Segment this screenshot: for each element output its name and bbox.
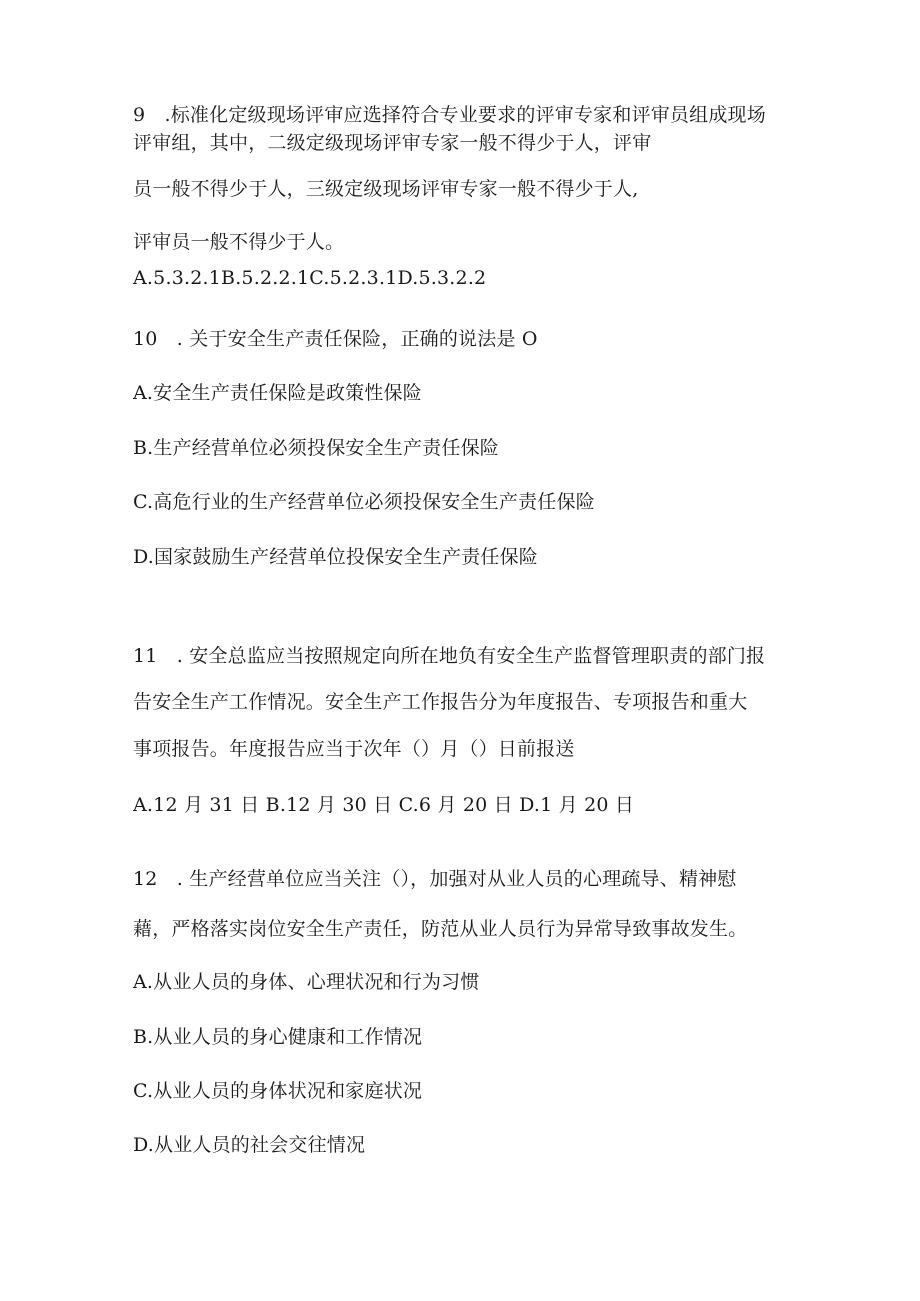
question-10-option-a: A.安全生产责任保险是政策性保险 xyxy=(133,382,422,404)
question-9-line-4: 评审员一般不得少于人。 xyxy=(133,231,345,253)
question-10-option-c: C.高危行业的生产经营单位必须投保安全生产责任保险 xyxy=(133,491,595,513)
question-10-line-1: 10 . 关于安全生产责任保险，正确的说法是 O xyxy=(133,328,538,350)
question-12-option-b: B.从业人员的身心健康和工作情况 xyxy=(133,1026,423,1048)
question-11-line-2: 告安全生产工作情况。安全生产工作报告分为年度报告、专项报告和重大 xyxy=(133,691,748,713)
question-12-line-1: 12 . 生产经营单位应当关注（），加强对从业人员的心理疏导、精神慰 xyxy=(133,868,737,890)
question-12-option-a: A.从业人员的身体、心理状况和行为习惯 xyxy=(133,971,480,993)
question-11-line-3: 事项报告。年度报告应当于次年（）月（）日前报送 xyxy=(133,738,575,760)
question-9-line-2: 评审组，其中，二级定级现场评审专家一般不得少于人，评审 xyxy=(133,132,652,154)
question-9-options: A.5.3.2.1B.5.2.2.1C.5.2.3.1D.5.3.2.2 xyxy=(133,267,487,289)
question-11-line-1: 11 . 安全总监应当按照规定向所在地负有安全生产监督管理职责的部门报 xyxy=(133,645,766,667)
question-12-option-d: D.从业人员的社会交往情况 xyxy=(133,1134,366,1156)
question-10-option-d: D.国家鼓励生产经营单位投保安全生产责任保险 xyxy=(133,546,538,568)
question-12-option-c: C.从业人员的身体状况和家庭状况 xyxy=(133,1080,423,1102)
question-9-line-1: 9 .标准化定级现场评审应选择符合专业要求的评审专家和评审员组成现场 xyxy=(133,104,766,126)
question-10-option-b: B.生产经营单位必须投保安全生产责任保险 xyxy=(133,437,500,459)
question-9-line-3: 员一般不得少于人，三级定级现场评审专家一般不得少于人, xyxy=(133,178,639,200)
question-12-line-2: 藉，严格落实岗位安全生产责任，防范从业人员行为异常导致事故发生。 xyxy=(133,918,748,940)
question-11-options: A.12 月 31 日 B.12 月 30 日 C.6 月 20 日 D.1 月 20 日 xyxy=(133,794,635,816)
